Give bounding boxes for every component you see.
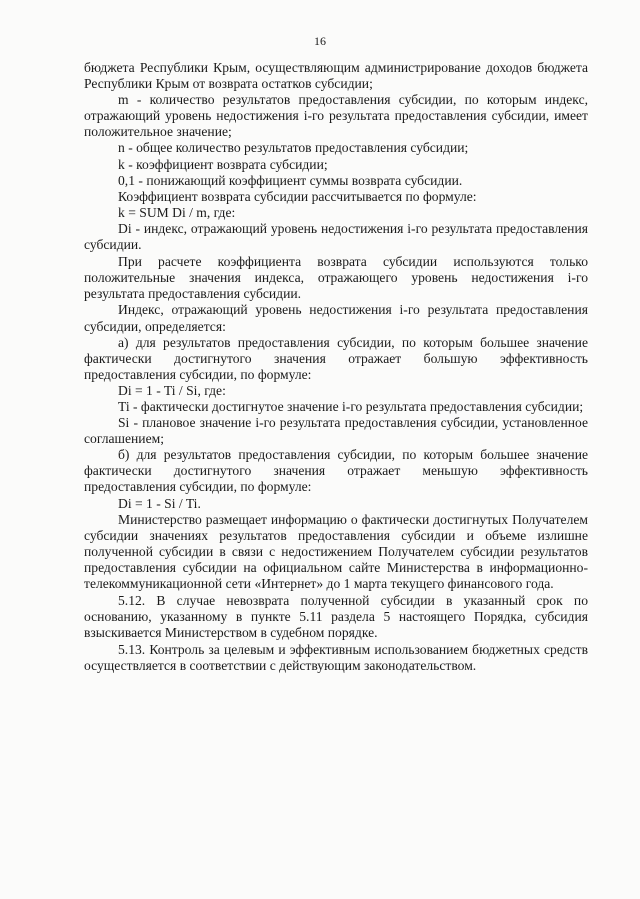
paragraph-n-definition: n - общее количество результатов предоставления субсидии; [118,140,469,156]
paragraph-m-definition: m - количество результатов предоставления субсидии, по которым индекс, отражающий уровень недостижения i-го результата предоставления субсидии, имеет положительное значение; [84,92,588,140]
paragraph-reduction-coefficient: 0,1 - понижающий коэффициент суммы возврата субсидии. [118,172,463,188]
document-body [84,60,588,675]
paragraph-index-determined: Индекс, отражающий уровень недостижения i-го результата предоставления субсидии, определяется: [84,302,588,334]
paragraph-5-13: 5.13. Контроль за целевым и эффективным использованием бюджетных средств осуществляется в соответствии с действующим законодательством. [84,642,588,674]
paragraph-k-definition: k - коэффициент возврата субсидии; [118,156,328,172]
formula-di-a: Di = 1 - Ti / Si, где: [118,382,226,398]
paragraph-ministry-publishes: Министерство размещает информацию о фактически достигнутых Получателем субсидии значениях результатов предоставления субсидии и объеме излишне полученной субсидии в связи с недостижением Получателем субсидии результатов предоставления субсидии на официальном сайте Министерства в информационно-телекоммуникационной сети «Интернет» до 1 марта текущего финансового года. [84,511,588,591]
paragraph-case-a: а) для результатов предоставления субсидии, по которым большее значение фактически достигнутого значения отражает большую эффективность предоставления субсидии, по формуле: [84,334,588,382]
paragraph-ti-definition: Ti - фактически достигнутое значение i-го результата предоставления субсидии; [118,398,584,414]
paragraph-case-b: б) для результатов предоставления субсидии, по которым большее значение фактически достигнутого значения отражает меньшую эффективность предоставления субсидии, по формуле: [84,447,588,495]
page-number: 16 [314,34,326,48]
paragraph-positive-values: При расчете коэффициента возврата субсидии используются только положительные значения индекса, отражающего уровень недостижения i-го результата предоставления субсидии. [84,254,588,302]
paragraph-si-definition: Si - плановое значение i-го результата предоставления субсидии, установленное соглашением; [84,415,588,447]
formula-k: k = SUM Di / m, где: [118,204,236,220]
paragraph-di-definition: Di - индекс, отражающий уровень недостижения i-го результата предоставления субсидии. [84,220,588,253]
paragraph-5-12: 5.12. В случае невозврата полученной субсидии в указанный срок по основанию, указанному в пункте 5.11 раздела 5 настоящего Порядка, субсидия взыскивается Министерством в судебном порядке. [84,593,588,641]
formula-di-b: Di = 1 - Si / Ti. [118,495,201,511]
paragraph-formula-intro: Коэффициент возврата субсидии рассчитывается по формуле: [118,188,477,204]
paragraph-budget-continuation: бюджета Республики Крым, осуществляющим администрирование доходов бюджета Республики Крым от возврата остатков субсидии; [84,60,588,92]
